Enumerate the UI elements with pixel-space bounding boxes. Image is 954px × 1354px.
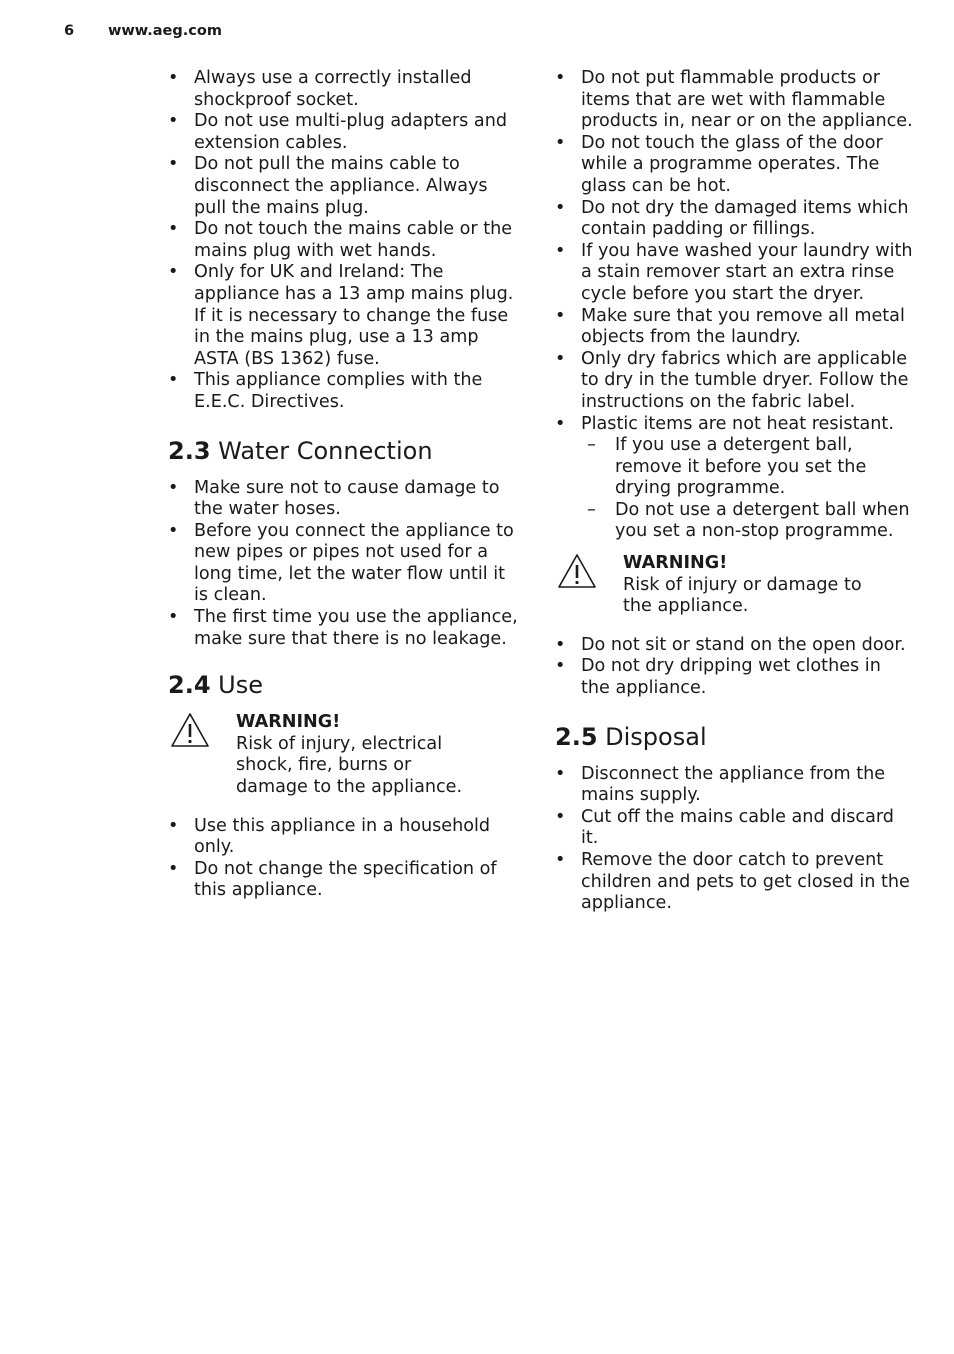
list-item: • Before you connect the appliance to new pipes or pipes not used for a long time, let the water flow until it is clean. — [168, 521, 520, 607]
list-item: • Do not touch the glass of the door while a programme operates. The glass can be hot. — [555, 133, 915, 198]
list-item: • Do not pull the mains cable to disconnect the appliance. Always pull the mains plug. — [168, 154, 520, 219]
list-item: • This appliance complies with the E.E.C. Directives. — [168, 370, 520, 413]
section-heading-2-4 — [168, 670, 520, 700]
sub-list-item: – Do not use a detergent ball when you set a non-stop programme. — [555, 500, 915, 543]
left-column — [168, 68, 520, 902]
section-title: Water Connection — [218, 436, 433, 465]
bullet-list — [555, 764, 915, 915]
page-number: 6 — [64, 23, 75, 39]
warning-box — [168, 712, 520, 798]
right-column — [555, 68, 915, 915]
section-title: Disposal — [605, 722, 707, 751]
bullet-list — [168, 816, 520, 902]
list-item: • Make sure that you remove all metal objects from the laundry. — [555, 306, 915, 349]
list-item: • Always use a correctly installed shockproof socket. — [168, 68, 520, 111]
list-item: • Do not touch the mains cable or the mains plug with wet hands. — [168, 219, 520, 262]
section-heading-2-5 — [555, 722, 915, 752]
page-header — [64, 23, 222, 39]
list-item: • Disconnect the appliance from the mains supply. — [555, 764, 915, 807]
bullet-list — [168, 478, 520, 651]
list-item: • If you have washed your laundry with a stain remover start an extra rinse cycle before you start the dryer. — [555, 241, 915, 306]
list-item: • The first time you use the appliance, make sure that there is no leakage. — [168, 607, 520, 650]
warning-text: Risk of injury, electrical shock, fire, burns or damage to the appliance. — [236, 733, 463, 798]
list-item: • Do not dry dripping wet clothes in the appliance. — [555, 656, 915, 699]
bullet-list — [555, 635, 915, 700]
section-number: 2.5 — [555, 722, 598, 751]
section-number: 2.3 — [168, 436, 211, 465]
warning-triangle-icon — [170, 712, 210, 748]
warning-triangle-icon — [557, 553, 597, 589]
list-item: • Do not sit or stand on the open door. — [555, 635, 915, 657]
list-item: • Plastic items are not heat resistant. — [555, 414, 915, 436]
list-item: • Do not change the specification of this appliance. — [168, 859, 520, 902]
warning-title: WARNING! — [236, 712, 341, 733]
warning-text: Risk of injury or damage to the appliance. — [623, 574, 862, 617]
list-item: • Do not use multi-plug adapters and extension cables. — [168, 111, 520, 154]
site-url[interactable]: www.aeg.com — [108, 23, 222, 39]
section-number: 2.4 — [168, 671, 211, 700]
sub-list-item: – If you use a detergent ball, remove it before you set the drying programme. — [555, 435, 915, 500]
warning-box — [555, 553, 915, 618]
warning-title: WARNING! — [623, 553, 728, 574]
list-item: • Make sure not to cause damage to the water hoses. — [168, 478, 520, 521]
section-heading-2-3 — [168, 436, 520, 466]
section-title: Use — [218, 671, 263, 700]
bullet-list — [168, 68, 520, 414]
list-item: • Use this appliance in a household only. — [168, 816, 520, 859]
list-item: • Only for UK and Ireland: The appliance has a 13 amp mains plug. If it is necessary to change the fuse in the mains plug, use a 13 amp ASTA (BS 1362) fuse. — [168, 262, 527, 370]
list-item: • Do not dry the damaged items which contain padding or fillings. — [555, 198, 915, 241]
bullet-list — [555, 68, 915, 435]
list-item: • Only dry fabrics which are applicable to dry in the tumble dryer. Follow the instructions on the fabric label. — [555, 349, 915, 414]
list-item: • Remove the door catch to prevent children and pets to get closed in the appliance. — [555, 850, 915, 915]
list-item: • Cut off the mains cable and discard it. — [555, 807, 915, 850]
list-item: • Do not put flammable products or items that are wet with flammable products in, near or on the appliance. — [555, 68, 915, 133]
sub-list — [555, 435, 915, 543]
